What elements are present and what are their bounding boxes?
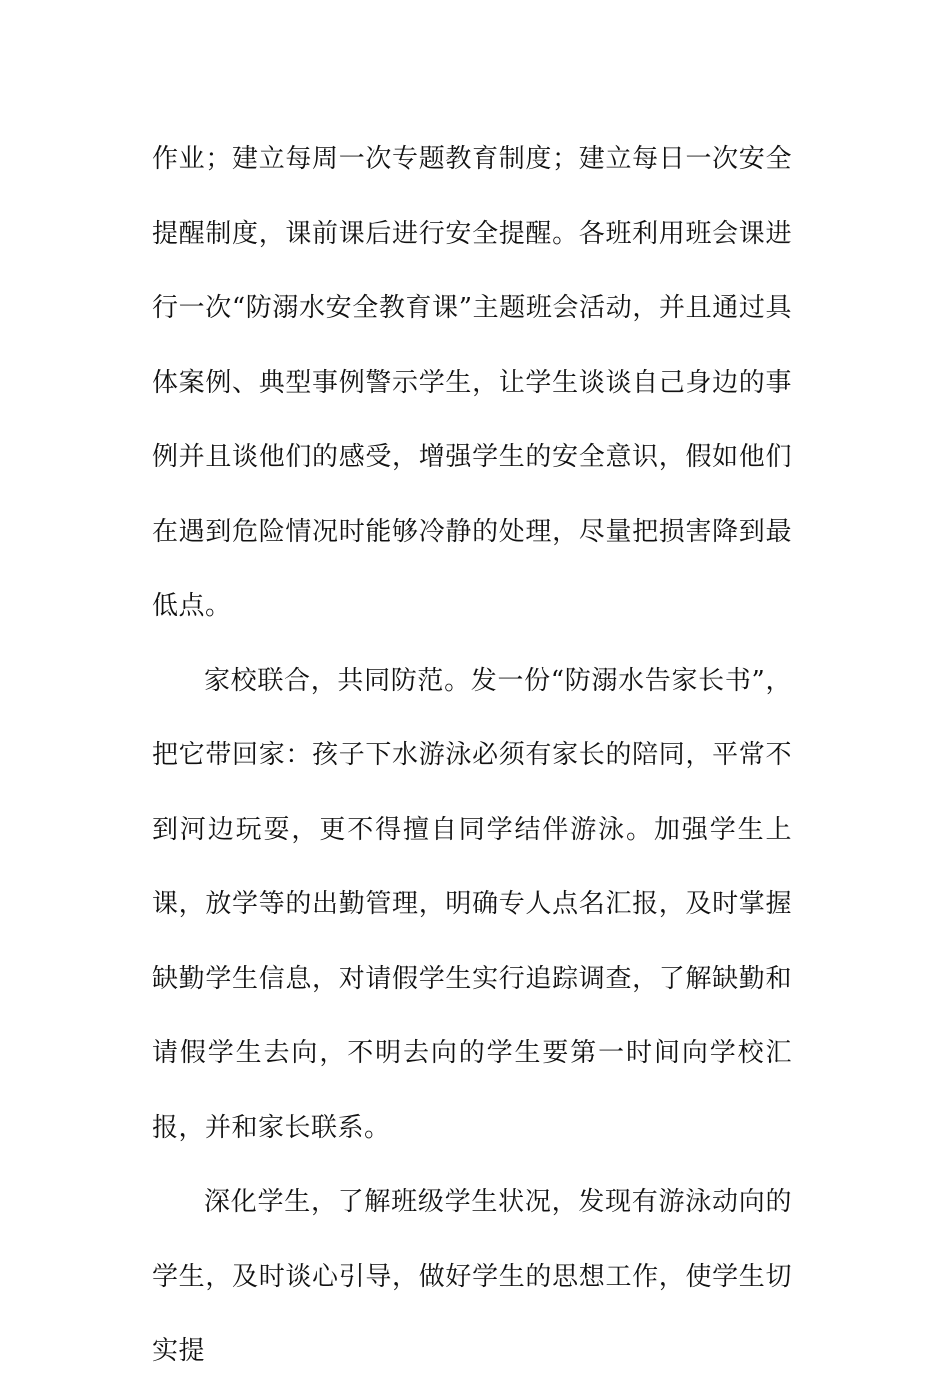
document-body	[152, 122, 792, 1389]
paragraph-continuation: 作业；建立每周一次专题教育制度；建立每日一次安全提醒制度，课前课后进行安全提醒。各班利用班会课进行一次“防溺水安全教育课”主题班会活动，并且通过具体案例、典型事例警示学生，让学生谈谈自己身边的事例并且谈他们的感受，增强学生的安全意识，假如他们在遇到危险情况时能够冷静的处理，尽量把损害降到最低点。	[152, 144, 792, 621]
paragraph-student-guidance: 深化学生，了解班级学生状况，发现有游泳动向的学生，及时谈心引导，做好学生的思想工作，使学生切实提	[152, 1187, 792, 1366]
paragraph-home-school-cooperation: 家校联合，共同防范。发一份“防溺水告家长书”，把它带回家：孩子下水游泳必须有家长的陪同，平常不到河边玩耍，更不得擅自同学结伴游泳。加强学生上课，放学等的出勤管理，明确专人点名汇报，及时掌握缺勤学生信息，对请假学生实行追踪调查，了解缺勤和请假学生去向，不明去向的学生要第一时间向学校汇报，并和家长联系。	[152, 665, 792, 1143]
